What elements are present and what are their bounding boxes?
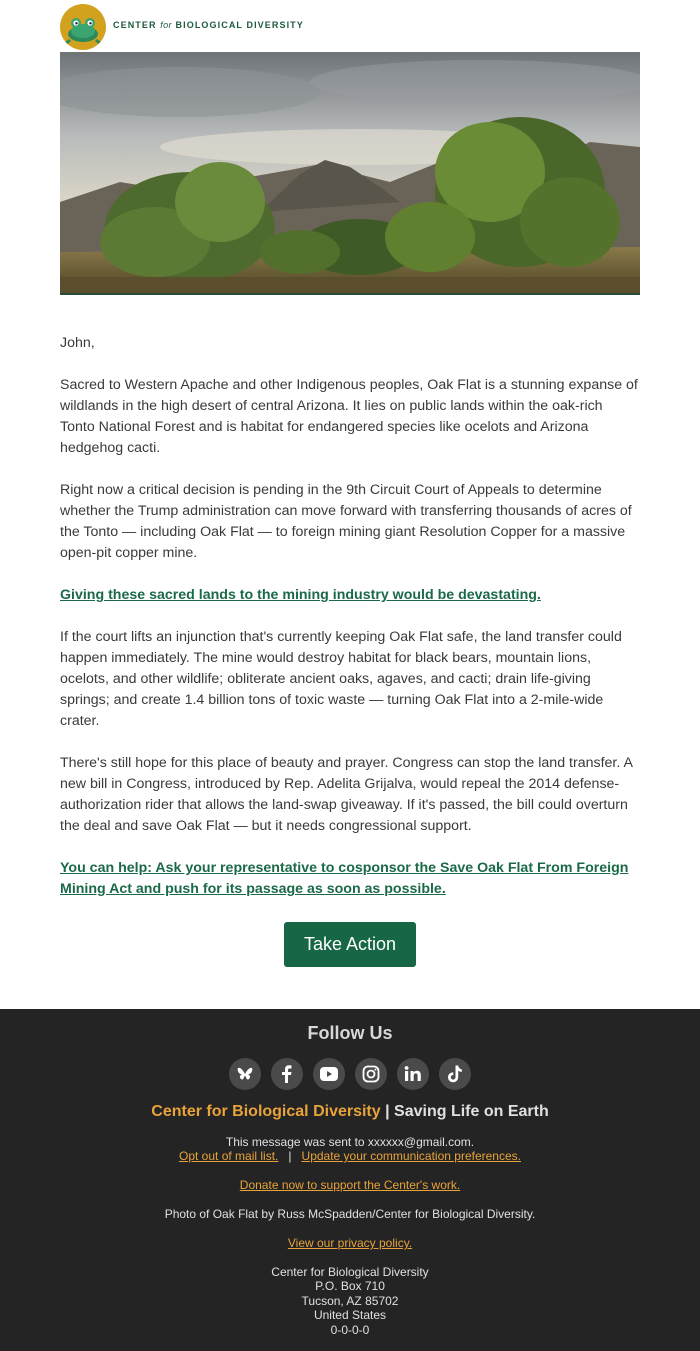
paragraph-hope: There's still hope for this place of beauty and prayer. Congress can stop the land transfer. A new bill in Congress, introduced by Rep. Adelita Grijalva, would repeal the 2014 defense-authorization rider that allows the land-swap giveaway. If it's passed, the bill could overturn the deal and save Oak Flat — but it needs congressional support.: [60, 755, 633, 834]
org-for: for: [160, 20, 172, 30]
bluesky-icon[interactable]: [229, 1058, 261, 1090]
address-line: 0-0-0-0: [330, 1322, 370, 1337]
org-prefix: CENTER: [113, 20, 157, 30]
social-links: [0, 1058, 700, 1090]
greeting: John,: [60, 335, 95, 351]
org-suffix: BIOLOGICAL DIVERSITY: [175, 20, 304, 30]
cosponsor-link[interactable]: You can help: Ask your representative to cosponsor the Save Oak Flat From Foreign Mining Act and push for its passage as soon as possible.: [60, 860, 629, 897]
paragraph-impact: If the court lifts an injunction that's currently keeping Oak Flat safe, the land transfer could happen immediately. The mine would destroy habitat for black bears, mountain lions, ocelots, and other wildlife; obliterate ancient oaks, agaves, and cacti; drain life-giving springs; and create 1.4 billion tons of toxic waste — turning Oak Flat into a 2-mile-wide crater.: [60, 629, 622, 729]
donate-link[interactable]: Donate now to support the Center's work.: [239, 1178, 461, 1192]
address-line: P.O. Box 710: [315, 1279, 385, 1294]
email-body: [0, 295, 700, 900]
frog-logo-icon[interactable]: [60, 4, 106, 50]
hero-image: [60, 52, 640, 295]
take-action-button[interactable]: Take Action: [284, 922, 416, 967]
instagram-icon[interactable]: [355, 1058, 387, 1090]
sent-to-text: This message was sent to xxxxxx@gmail.com.: [225, 1135, 475, 1149]
privacy-policy-link[interactable]: View our privacy policy.: [287, 1236, 413, 1250]
tiktok-icon[interactable]: [439, 1058, 471, 1090]
org-name[interactable]: Center for Biological Diversity: [151, 1103, 381, 1120]
follow-us-heading: Follow Us: [307, 1023, 393, 1043]
address-line: Center for Biological Diversity: [271, 1265, 429, 1279]
update-preferences-link[interactable]: Update your communication preferences.: [301, 1149, 521, 1163]
address-line: Tucson, AZ 85702: [301, 1293, 399, 1308]
linkedin-icon[interactable]: [397, 1058, 429, 1090]
slogan: Saving Life on Earth: [394, 1103, 549, 1120]
paragraph-intro: Sacred to Western Apache and other Indigenous peoples, Oak Flat is a stunning expanse of wildlands in the high desert of central Arizona. It lies on public lands within the oak-rich Tonto National Forest and is habitat for endangered species like ocelots and Arizona hedgehog cacti.: [60, 377, 638, 456]
youtube-icon[interactable]: [313, 1058, 345, 1090]
tagline-divider: |: [385, 1103, 390, 1120]
devastating-link[interactable]: Giving these sacred lands to the mining industry would be devastating.: [60, 587, 541, 603]
org-wordmark[interactable]: [113, 20, 304, 30]
org-tagline: [0, 1103, 700, 1121]
facebook-icon[interactable]: [271, 1058, 303, 1090]
photo-credit: Photo of Oak Flat by Russ McSpadden/Center for Biological Diversity.: [164, 1207, 536, 1221]
email-header: [0, 0, 700, 52]
opt-out-link[interactable]: Opt out of mail list.: [179, 1149, 279, 1163]
paragraph-court: Right now a critical decision is pending in the 9th Circuit Court of Appeals to determine whether the Trump administration can move forward with transferring thousands of acres of the Tonto — including Oak Flat — to foreign mining giant Resolution Copper for a massive open-pit copper mine.: [60, 482, 632, 561]
email-footer: [0, 1009, 700, 1351]
link-separator: |: [288, 1149, 292, 1163]
mailing-address: [0, 1265, 700, 1337]
cta-container: [0, 921, 700, 1009]
landscape-photo-icon: [60, 52, 640, 295]
address-line: United States: [313, 1308, 387, 1323]
subscription-info: [0, 1135, 700, 1163]
